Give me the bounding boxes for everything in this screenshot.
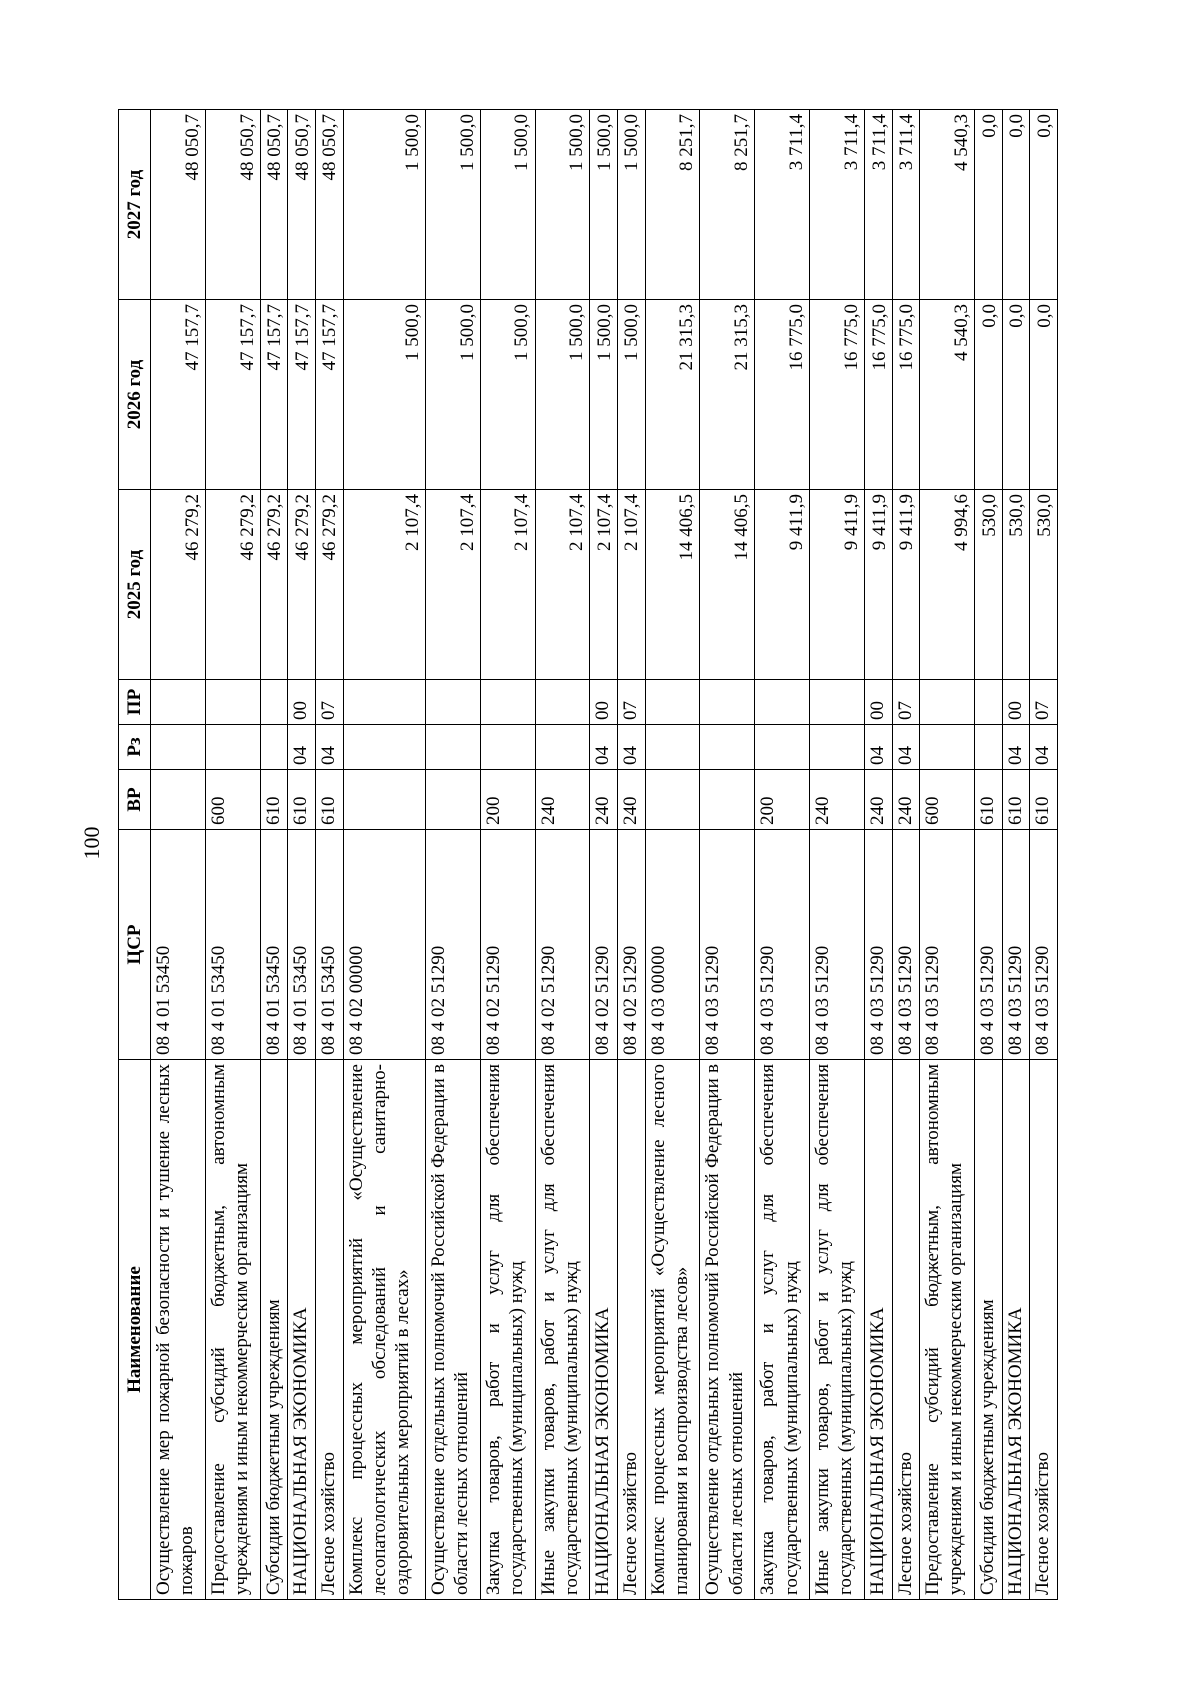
row-csr: 08 4 03 51290 xyxy=(1030,830,1058,1060)
row-2027: 3 711,4 xyxy=(755,110,810,300)
row-csr: 08 4 03 51290 xyxy=(920,830,975,1060)
row-rz xyxy=(205,725,260,770)
row-csr: 08 4 03 00000 xyxy=(645,830,700,1060)
row-csr: 08 4 02 51290 xyxy=(590,830,618,1060)
row-vr: 610 xyxy=(1002,770,1030,830)
row-vr: 200 xyxy=(480,770,535,830)
row-2025: 530,0 xyxy=(1002,490,1030,680)
row-vr xyxy=(425,770,480,830)
row-vr: 610 xyxy=(260,770,288,830)
row-2027: 0,0 xyxy=(1030,110,1058,300)
row-pr xyxy=(535,680,590,725)
row-csr: 08 4 02 51290 xyxy=(535,830,590,1060)
row-2027: 1 500,0 xyxy=(590,110,618,300)
header-2027: 2027 год xyxy=(119,110,151,300)
row-2027: 0,0 xyxy=(975,110,1003,300)
table-row xyxy=(425,110,480,1600)
row-name: Лесное хозяйство xyxy=(892,1060,920,1600)
row-2026: 0,0 xyxy=(1030,300,1058,490)
row-2027: 48 050,7 xyxy=(151,110,206,300)
row-rz: 04 xyxy=(892,725,920,770)
row-2026: 1 500,0 xyxy=(480,300,535,490)
header-2025: 2025 год xyxy=(119,490,151,680)
row-2026: 47 157,7 xyxy=(260,300,288,490)
row-2027: 8 251,7 xyxy=(700,110,755,300)
row-csr: 08 4 03 51290 xyxy=(865,830,893,1060)
row-2027: 48 050,7 xyxy=(288,110,316,300)
row-2025: 46 279,2 xyxy=(205,490,260,680)
row-rz xyxy=(425,725,480,770)
row-name: Лесное хозяйство xyxy=(618,1060,646,1600)
row-2027: 3 711,4 xyxy=(892,110,920,300)
row-pr: 00 xyxy=(865,680,893,725)
row-pr xyxy=(425,680,480,725)
row-csr: 08 4 01 53450 xyxy=(315,830,343,1060)
table-row xyxy=(892,110,920,1600)
row-2025: 46 279,2 xyxy=(315,490,343,680)
row-pr: 07 xyxy=(315,680,343,725)
table-row xyxy=(151,110,206,1600)
row-csr: 08 4 02 51290 xyxy=(425,830,480,1060)
row-2025: 9 411,9 xyxy=(755,490,810,680)
row-vr: 240 xyxy=(618,770,646,830)
header-csr: ЦСР xyxy=(119,830,151,1060)
row-2026: 47 157,7 xyxy=(205,300,260,490)
row-2025: 9 411,9 xyxy=(810,490,865,680)
row-2026: 4 540,3 xyxy=(920,300,975,490)
row-rz xyxy=(755,725,810,770)
row-pr xyxy=(700,680,755,725)
table-row xyxy=(205,110,260,1600)
row-name: НАЦИОНАЛЬНАЯ ЭКОНОМИКА xyxy=(1002,1060,1030,1600)
row-csr: 08 4 02 51290 xyxy=(480,830,535,1060)
row-name: Осуществление отдельных полномочий Российской Федерации в области лесных отношений xyxy=(425,1060,480,1600)
header-rz: Рз xyxy=(119,725,151,770)
row-name: НАЦИОНАЛЬНАЯ ЭКОНОМИКА xyxy=(590,1060,618,1600)
budget-table xyxy=(118,109,1058,1600)
row-rz xyxy=(151,725,206,770)
row-vr: 240 xyxy=(590,770,618,830)
row-pr: 07 xyxy=(618,680,646,725)
row-csr: 08 4 01 53450 xyxy=(151,830,206,1060)
table-row xyxy=(1002,110,1030,1600)
row-csr: 08 4 03 51290 xyxy=(892,830,920,1060)
row-pr xyxy=(205,680,260,725)
row-2026: 16 775,0 xyxy=(810,300,865,490)
row-2025: 2 107,4 xyxy=(618,490,646,680)
row-pr xyxy=(260,680,288,725)
table-row xyxy=(315,110,343,1600)
row-csr: 08 4 01 53450 xyxy=(288,830,316,1060)
row-name: Закупка товаров, работ и услуг для обеспечения государственных (муниципальных) нужд xyxy=(755,1060,810,1600)
row-name: Комплекс процессных мероприятий «Осуществление лесопатологических обследований и санитарно-оздоровительных мероприятий в лесах» xyxy=(343,1060,425,1600)
row-csr: 08 4 02 00000 xyxy=(343,830,425,1060)
row-csr: 08 4 03 51290 xyxy=(1002,830,1030,1060)
row-2026: 16 775,0 xyxy=(865,300,893,490)
row-2026: 16 775,0 xyxy=(755,300,810,490)
row-name: НАЦИОНАЛЬНАЯ ЭКОНОМИКА xyxy=(865,1060,893,1600)
row-name: Закупка товаров, работ и услуг для обеспечения государственных (муниципальных) нужд xyxy=(480,1060,535,1600)
table-row xyxy=(1030,110,1058,1600)
page-number: 100 xyxy=(79,826,104,860)
row-csr: 08 4 03 51290 xyxy=(975,830,1003,1060)
row-name: Субсидии бюджетным учреждениям xyxy=(975,1060,1003,1600)
row-2025: 2 107,4 xyxy=(535,490,590,680)
table-row xyxy=(618,110,646,1600)
row-rz: 04 xyxy=(315,725,343,770)
row-pr xyxy=(645,680,700,725)
row-2027: 1 500,0 xyxy=(480,110,535,300)
row-name: Субсидии бюджетным учреждениям xyxy=(260,1060,288,1600)
row-csr: 08 4 03 51290 xyxy=(700,830,755,1060)
row-2025: 9 411,9 xyxy=(865,490,893,680)
row-csr: 08 4 01 53450 xyxy=(205,830,260,1060)
row-rz: 04 xyxy=(288,725,316,770)
row-pr xyxy=(343,680,425,725)
row-2026: 16 775,0 xyxy=(892,300,920,490)
row-2025: 2 107,4 xyxy=(425,490,480,680)
row-pr: 00 xyxy=(1002,680,1030,725)
row-vr: 610 xyxy=(1030,770,1058,830)
row-vr xyxy=(645,770,700,830)
row-2027: 48 050,7 xyxy=(205,110,260,300)
row-vr: 240 xyxy=(535,770,590,830)
row-rz xyxy=(480,725,535,770)
row-2026: 21 315,3 xyxy=(645,300,700,490)
row-pr: 00 xyxy=(590,680,618,725)
row-vr: 610 xyxy=(975,770,1003,830)
row-csr: 08 4 03 51290 xyxy=(810,830,865,1060)
row-2027: 3 711,4 xyxy=(865,110,893,300)
row-2027: 48 050,7 xyxy=(260,110,288,300)
header-pr: ПР xyxy=(119,680,151,725)
row-2025: 14 406,5 xyxy=(645,490,700,680)
row-name: Предоставление субсидий бюджетным, автономным учреждениям и иным некоммерческим организациям xyxy=(205,1060,260,1600)
row-name: Лесное хозяйство xyxy=(315,1060,343,1600)
row-pr xyxy=(755,680,810,725)
table-row xyxy=(810,110,865,1600)
row-2026: 21 315,3 xyxy=(700,300,755,490)
row-rz: 04 xyxy=(1030,725,1058,770)
row-2027: 1 500,0 xyxy=(618,110,646,300)
row-2027: 8 251,7 xyxy=(645,110,700,300)
row-name: Иные закупки товаров, работ и услуг для обеспечения государственных (муниципальных) нужд xyxy=(810,1060,865,1600)
row-2026: 47 157,7 xyxy=(288,300,316,490)
row-2026: 47 157,7 xyxy=(151,300,206,490)
row-2027: 1 500,0 xyxy=(535,110,590,300)
row-rz: 04 xyxy=(1002,725,1030,770)
row-rz xyxy=(810,725,865,770)
row-csr: 08 4 02 51290 xyxy=(618,830,646,1060)
row-rz xyxy=(700,725,755,770)
row-name: Осуществление отдельных полномочий Российской Федерации в области лесных отношений xyxy=(700,1060,755,1600)
table-row xyxy=(920,110,975,1600)
row-rz xyxy=(343,725,425,770)
row-name: Предоставление субсидий бюджетным, автономным учреждениям и иным некоммерческим организациям xyxy=(920,1060,975,1600)
row-name: НАЦИОНАЛЬНАЯ ЭКОНОМИКА xyxy=(288,1060,316,1600)
table-row xyxy=(755,110,810,1600)
row-rz xyxy=(260,725,288,770)
row-name: Комплекс процессных мероприятий «Осуществление лесного планирования и воспроизводства лесов» xyxy=(645,1060,700,1600)
row-pr xyxy=(975,680,1003,725)
row-vr: 610 xyxy=(288,770,316,830)
row-2025: 530,0 xyxy=(975,490,1003,680)
row-vr: 240 xyxy=(865,770,893,830)
row-vr: 240 xyxy=(810,770,865,830)
table-row xyxy=(590,110,618,1600)
row-vr: 200 xyxy=(755,770,810,830)
row-pr xyxy=(151,680,206,725)
row-2026: 0,0 xyxy=(975,300,1003,490)
row-name: Осуществление мер пожарной безопасности и тушение лесных пожаров xyxy=(151,1060,206,1600)
row-pr: 00 xyxy=(288,680,316,725)
row-2025: 46 279,2 xyxy=(288,490,316,680)
table-row xyxy=(700,110,755,1600)
row-2026: 1 500,0 xyxy=(618,300,646,490)
row-vr xyxy=(343,770,425,830)
header-2026: 2026 год xyxy=(119,300,151,490)
row-vr: 600 xyxy=(920,770,975,830)
row-pr: 07 xyxy=(892,680,920,725)
row-csr: 08 4 03 51290 xyxy=(755,830,810,1060)
row-2027: 4 540,3 xyxy=(920,110,975,300)
table-body xyxy=(151,110,1058,1600)
row-pr xyxy=(920,680,975,725)
row-pr: 07 xyxy=(1030,680,1058,725)
row-name: Лесное хозяйство xyxy=(1030,1060,1058,1600)
row-pr xyxy=(480,680,535,725)
row-2026: 1 500,0 xyxy=(590,300,618,490)
row-rz: 04 xyxy=(618,725,646,770)
row-2026: 1 500,0 xyxy=(425,300,480,490)
row-2025: 9 411,9 xyxy=(892,490,920,680)
row-2025: 4 994,6 xyxy=(920,490,975,680)
header-name: Наименование xyxy=(119,1060,151,1600)
row-2025: 2 107,4 xyxy=(480,490,535,680)
header-vr: ВР xyxy=(119,770,151,830)
row-rz xyxy=(645,725,700,770)
rotated-page xyxy=(118,110,1058,1600)
row-vr: 240 xyxy=(892,770,920,830)
row-rz xyxy=(975,725,1003,770)
row-rz xyxy=(535,725,590,770)
row-vr xyxy=(151,770,206,830)
row-2025: 2 107,4 xyxy=(590,490,618,680)
row-rz xyxy=(920,725,975,770)
row-vr: 600 xyxy=(205,770,260,830)
row-2027: 0,0 xyxy=(1002,110,1030,300)
row-2027: 1 500,0 xyxy=(343,110,425,300)
row-2026: 0,0 xyxy=(1002,300,1030,490)
table-row xyxy=(865,110,893,1600)
row-vr xyxy=(700,770,755,830)
row-vr: 610 xyxy=(315,770,343,830)
row-rz: 04 xyxy=(590,725,618,770)
table-row xyxy=(480,110,535,1600)
table-row xyxy=(535,110,590,1600)
row-csr: 08 4 01 53450 xyxy=(260,830,288,1060)
row-2027: 3 711,4 xyxy=(810,110,865,300)
row-rz: 04 xyxy=(865,725,893,770)
table-header-row xyxy=(119,110,151,1600)
row-2025: 530,0 xyxy=(1030,490,1058,680)
row-2025: 2 107,4 xyxy=(343,490,425,680)
row-2026: 1 500,0 xyxy=(343,300,425,490)
row-2025: 46 279,2 xyxy=(260,490,288,680)
row-pr xyxy=(810,680,865,725)
row-name: Иные закупки товаров, работ и услуг для обеспечения государственных (муниципальных) нужд xyxy=(535,1060,590,1600)
row-2027: 1 500,0 xyxy=(425,110,480,300)
row-2025: 14 406,5 xyxy=(700,490,755,680)
row-2026: 47 157,7 xyxy=(315,300,343,490)
table-row xyxy=(260,110,288,1600)
table-row xyxy=(645,110,700,1600)
row-2026: 1 500,0 xyxy=(535,300,590,490)
table-row xyxy=(288,110,316,1600)
row-2027: 48 050,7 xyxy=(315,110,343,300)
row-2025: 46 279,2 xyxy=(151,490,206,680)
table-row xyxy=(975,110,1003,1600)
table-row xyxy=(343,110,425,1600)
